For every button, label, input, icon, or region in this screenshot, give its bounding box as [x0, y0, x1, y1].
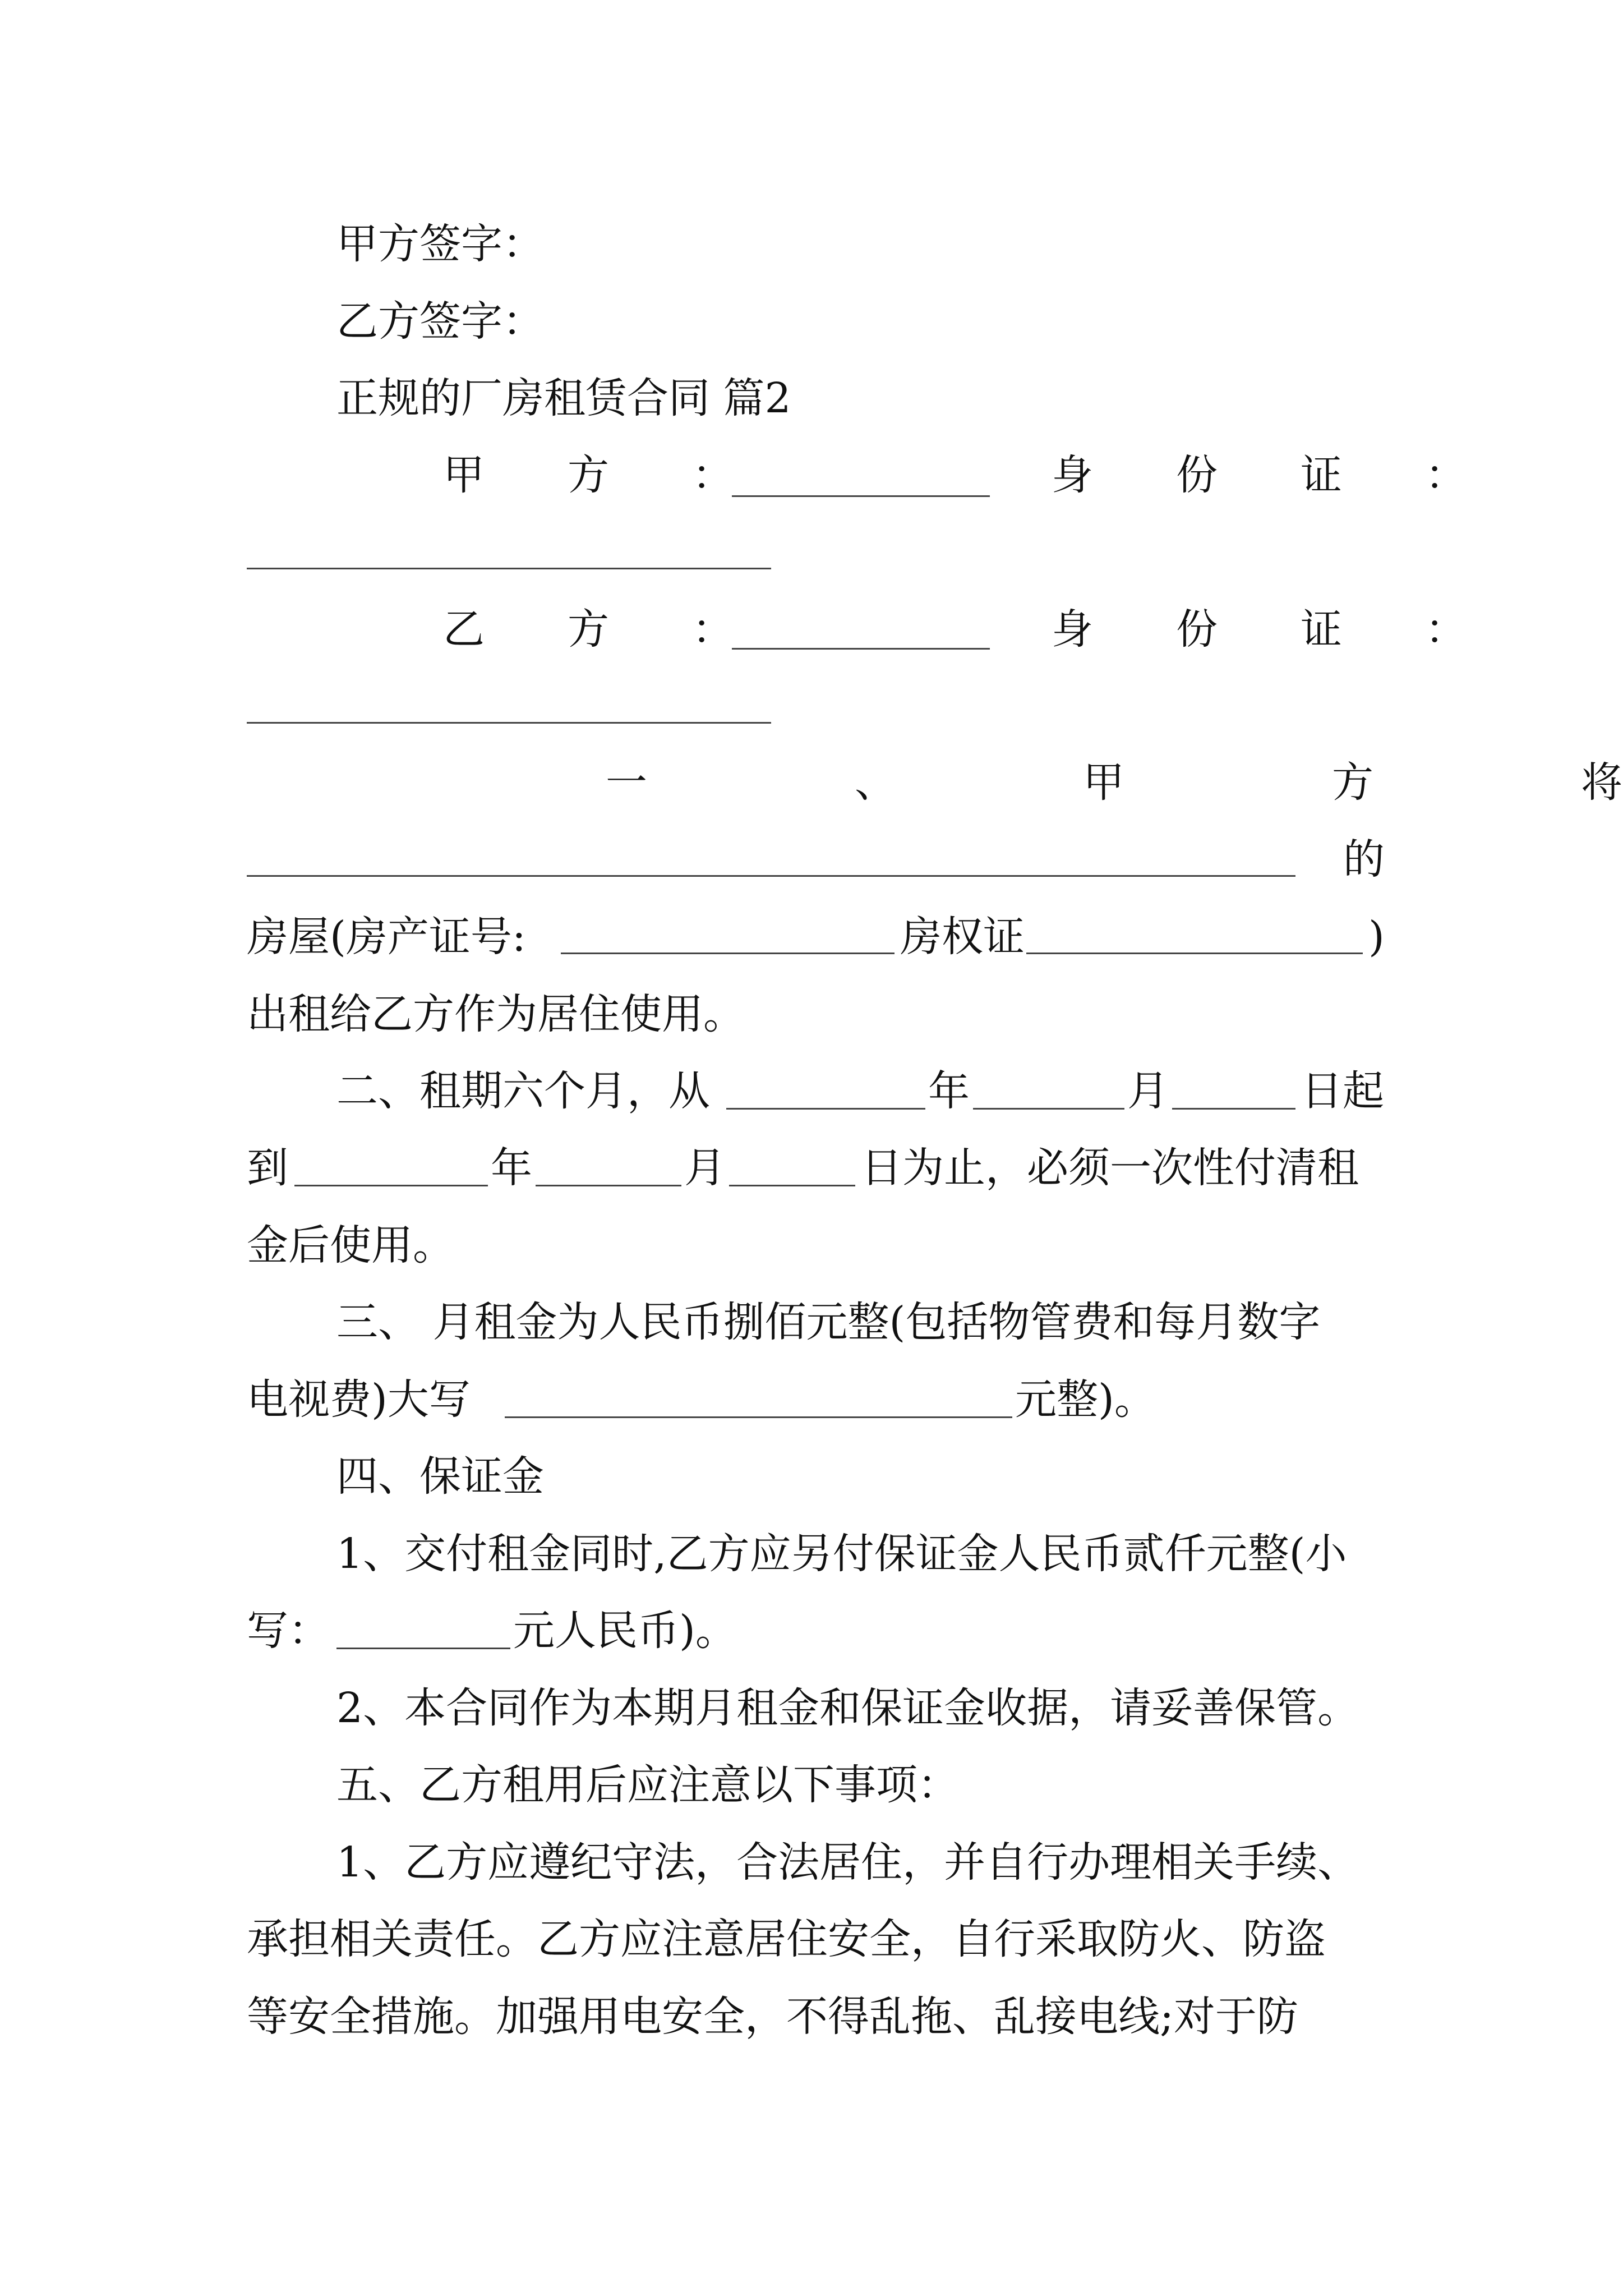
clause-2-end-month-label: 月	[684, 1144, 726, 1192]
clause-1-text: 出租给乙方作为居住使用。	[247, 990, 745, 1038]
clause-2-day-label: 日起	[1301, 1067, 1384, 1115]
clause-3-text-a: 三、 月租金为人民币捌佰元整(包括物管费和每月数字	[336, 1298, 1321, 1346]
clause-3-amount-blank	[505, 1416, 1012, 1418]
clause-2-to-label: 到	[247, 1144, 288, 1192]
party-b-id-blank	[247, 722, 771, 724]
clause-2-text-b: 日为止，必须一次性付清租	[861, 1144, 1359, 1192]
clause-4-2-text: 2、本合同作为本期月租金和保证金收据，请妥善保管。	[336, 1684, 1359, 1732]
clause-1-de: 的	[1343, 835, 1385, 884]
clause-2-year-label: 年	[928, 1067, 970, 1115]
clause-1-heading: 一 、 甲 方 将	[606, 758, 1622, 807]
clause-4-1-text-b: 写：	[247, 1607, 330, 1655]
clause-5-1-text-c: 等安全措施。加强用电安全，不得乱拖、乱接电线;对于防	[247, 1993, 1298, 2041]
clause-1-location-blank	[247, 875, 1295, 877]
clause-2-start-year-blank	[726, 1108, 925, 1110]
party-a-name-blank	[732, 495, 990, 497]
party-b-signature-label: 乙方签字：	[336, 297, 544, 346]
party-a-signature-label: 甲方签字：	[336, 220, 544, 268]
party-b-id-label: 身 份 证 ：	[1052, 605, 1467, 654]
clause-1-certificate-blank	[561, 953, 895, 954]
clause-2-text-c: 金后使用。	[247, 1221, 454, 1269]
party-b-name-blank	[732, 648, 990, 650]
clause-2-end-year-label: 年	[491, 1144, 532, 1192]
clause-4-1-text-c: 元人民币)。	[513, 1607, 737, 1655]
clause-1-right-blank	[1026, 953, 1363, 954]
clause-5-heading: 五、乙方租用后应注意以下事项：	[336, 1761, 959, 1809]
clause-2-end-day-blank	[729, 1185, 855, 1186]
clause-5-1-text-b: 承担相关责任。乙方应注意居住安全，自行采取防火、防盗	[247, 1915, 1326, 1963]
contract-title: 正规的厂房租赁合同 篇2	[336, 374, 791, 422]
clause-2-start-day-blank	[1172, 1108, 1295, 1110]
clause-2-end-year-blank	[294, 1185, 488, 1186]
clause-1-certificate-label: 房屋(房产证号:	[247, 913, 526, 961]
party-a-label: 甲 方 ：	[443, 451, 734, 499]
clause-3-text-b: 电视费)大写	[247, 1375, 471, 1424]
clause-5-1-text-a: 1、乙方应遵纪守法，合法居住，并自行办理相关手续、	[336, 1838, 1359, 1887]
clause-1-close-paren: )	[1368, 913, 1385, 961]
clause-4-1-amount-blank	[336, 1648, 510, 1649]
clause-2-month-label: 月	[1127, 1067, 1169, 1115]
clause-2-end-month-blank	[536, 1185, 681, 1186]
party-a-id-blank	[247, 568, 771, 569]
party-a-id-label: 身 份 证 ：	[1052, 451, 1467, 499]
clause-3-text-c: 元整)。	[1015, 1375, 1156, 1424]
party-b-label: 乙 方 ：	[443, 605, 734, 654]
clause-4-heading: 四、保证金	[336, 1452, 544, 1501]
clause-4-1-text-a: 1、交付租金同时,乙方应另付保证金人民币贰仟元整(小	[336, 1530, 1347, 1578]
clause-1-right-label: 房权证	[900, 913, 1025, 961]
clause-2-start-month-blank	[973, 1108, 1124, 1110]
clause-2-text-a: 二、租期六个月，从	[336, 1067, 710, 1115]
